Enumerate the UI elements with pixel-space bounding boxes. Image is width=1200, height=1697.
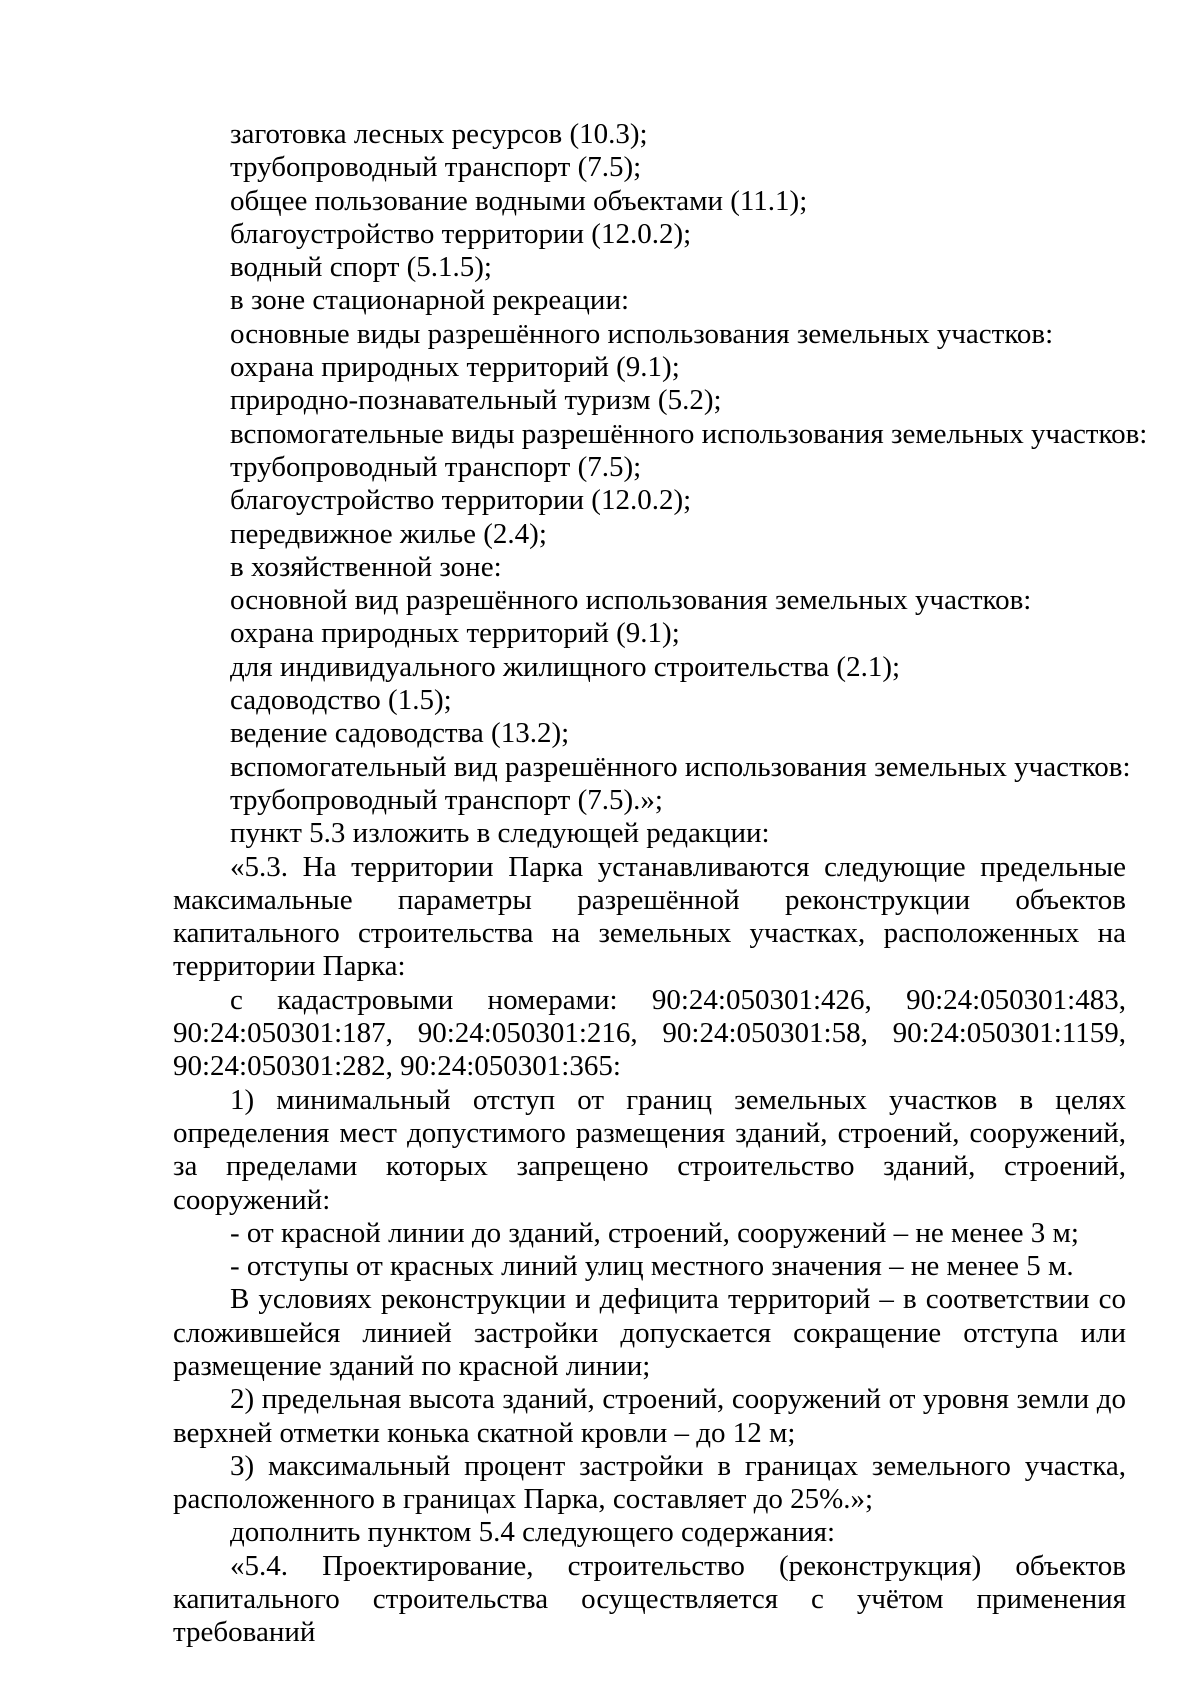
list-block xyxy=(173,118,1148,851)
list-line: природно-познавательный туризм (5.2); xyxy=(230,384,722,417)
list-line: основной вид разрешённого использования земельных участков: xyxy=(230,584,1032,617)
paragraph: 2) предельная высота зданий, строений, сооружений от уровня земли до верхней отметки конька скатной кровли – до 12 м; xyxy=(173,1383,1126,1449)
paragraph-block xyxy=(173,851,1126,1650)
list-line: основные виды разрешённого использования земельных участков: xyxy=(230,317,1054,350)
list-line: благоустройство территории (12.0.2); xyxy=(230,484,692,517)
list-line: общее пользование водными объектами (11.1); xyxy=(230,184,808,217)
list-line: для индивидуального жилищного строительства (2.1); xyxy=(230,650,901,683)
paragraph: «5.3. На территории Парка устанавливаются следующие предельные максимальные параметры разрешённой реконструкции объектов капитального строительства на земельных участках, расположенных на территории Парка: xyxy=(173,850,1126,983)
paragraph: «5.4. Проектирование, строительство (реконструкция) объектов капитального строительства осуществляется с учётом применения требований xyxy=(173,1549,1126,1649)
list-line: передвижное жилье (2.4); xyxy=(230,517,547,550)
list-line: охрана природных территорий (9.1); xyxy=(230,351,680,384)
list-line: в хозяйственной зоне: xyxy=(230,550,502,583)
paragraph: 1) минимальный отступ от границ земельных участков в целях определения мест допустимого размещения зданий, строений, сооружений, за пределами которых запрещено строительство зданий, строений, сооружений: xyxy=(173,1083,1126,1216)
document-page xyxy=(173,118,1148,1650)
paragraph: с кадастровыми номерами: 90:24:050301:426, 90:24:050301:483, 90:24:050301:187, 90:24:050301:216, 90:24:050301:58, 90:24:050301:1159, 90:24:050301:282, 90:24:050301:365: xyxy=(173,983,1126,1083)
list-line: водный спорт (5.1.5); xyxy=(230,251,492,284)
list-line: заготовка лесных ресурсов (10.3); xyxy=(230,118,648,150)
paragraph: - отступы от красных линий улиц местного значения – не менее 5 м. xyxy=(230,1250,1074,1283)
list-line: вспомогательный вид разрешённого использования земельных участков: xyxy=(230,750,1131,783)
list-line: охрана природных территорий (9.1); xyxy=(230,617,680,650)
list-line: трубопроводный транспорт (7.5); xyxy=(230,450,642,483)
paragraph: дополнить пунктом 5.4 следующего содержания: xyxy=(230,1516,836,1549)
list-line: пункт 5.3 изложить в следующей редакции: xyxy=(230,817,770,850)
list-line: трубопроводный транспорт (7.5).»; xyxy=(230,783,663,816)
list-line: вспомогательные виды разрешённого использования земельных участков: xyxy=(230,417,1148,450)
paragraph: В условиях реконструкции и дефицита территорий – в соответствии со сложившейся линией застройки допускается сокращение отступа или размещение зданий по красной линии; xyxy=(173,1283,1126,1382)
paragraph: 3) максимальный процент застройки в границах земельного участка, расположенного в границах Парка, составляет до 25%.»; xyxy=(173,1449,1126,1516)
list-line: садоводство (1.5); xyxy=(230,684,452,717)
list-line: трубопроводный транспорт (7.5); xyxy=(230,151,642,184)
list-line: в зоне стационарной рекреации: xyxy=(230,284,630,317)
list-line: ведение садоводства (13.2); xyxy=(230,717,570,750)
list-line: благоустройство территории (12.0.2); xyxy=(230,217,692,250)
paragraph: - от красной линии до зданий, строений, сооружений – не менее 3 м; xyxy=(230,1216,1079,1249)
